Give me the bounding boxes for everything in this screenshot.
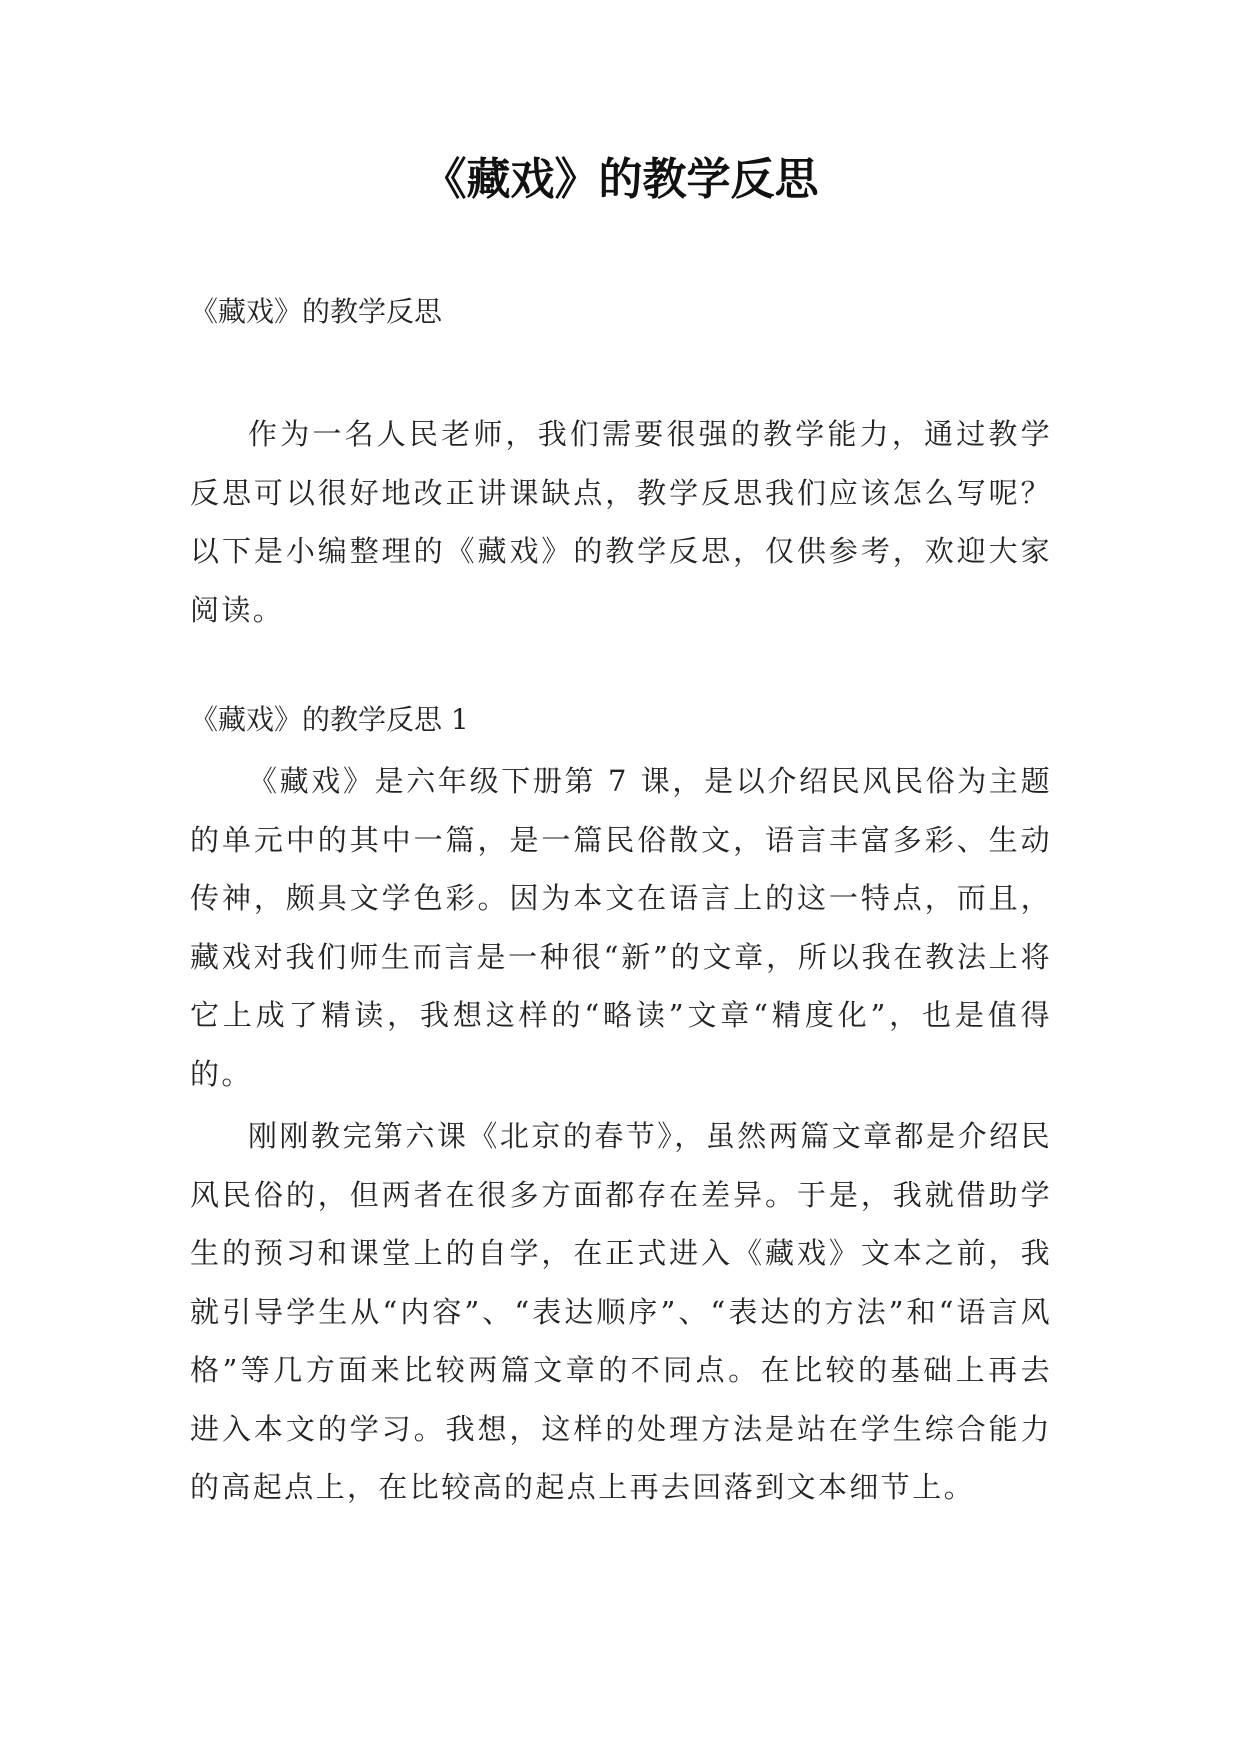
document-title: 《藏戏》的教学反思 [422, 154, 819, 205]
document-subtitle: 《藏戏》的教学反思 [190, 295, 443, 328]
body-paragraph-2: 刚刚教完第六课《北京的春节》，虽然两篇文章都是介绍民风民俗的，但两者在很多方面都存在差异。于是，我就借助学生的预习和课堂上的自学，在正式进入《藏戏》文本之前，我就引导学生从“内容”、“表达顺序”、“表达的方法”和“语言风格”等几方面来比较两篇文章的不同点。在比较的基础上再去进入本文的学习。我想，这样的处理方法是站在学生综合能力的高起点上，在比较高的起点上再去回落到文本细节上。 [190, 1119, 1052, 1504]
section-heading: 《藏戏》的教学反思 1 [190, 703, 469, 736]
body-paragraph-1: 《藏戏》是六年级下册第 7 课，是以介绍民风民俗为主题的单元中的其中一篇，是一篇民俗散文，语言丰富多彩、生动传神，颇具文学色彩。因为本文在语言上的这一特点，而且，藏戏对我们师生而言是一种很“新”的文章，所以我在教法上将它上成了精读，我想这样的“略读”文章“精度化”，也是值得的。 [190, 764, 1052, 1091]
intro-paragraph: 作为一名人民老师，我们需要很强的教学能力，通过教学反思可以很好地改正讲课缺点，教学反思我们应该怎么写呢？以下是小编整理的《藏戏》的教学反思，仅供参考，欢迎大家阅读。 [190, 417, 1052, 627]
